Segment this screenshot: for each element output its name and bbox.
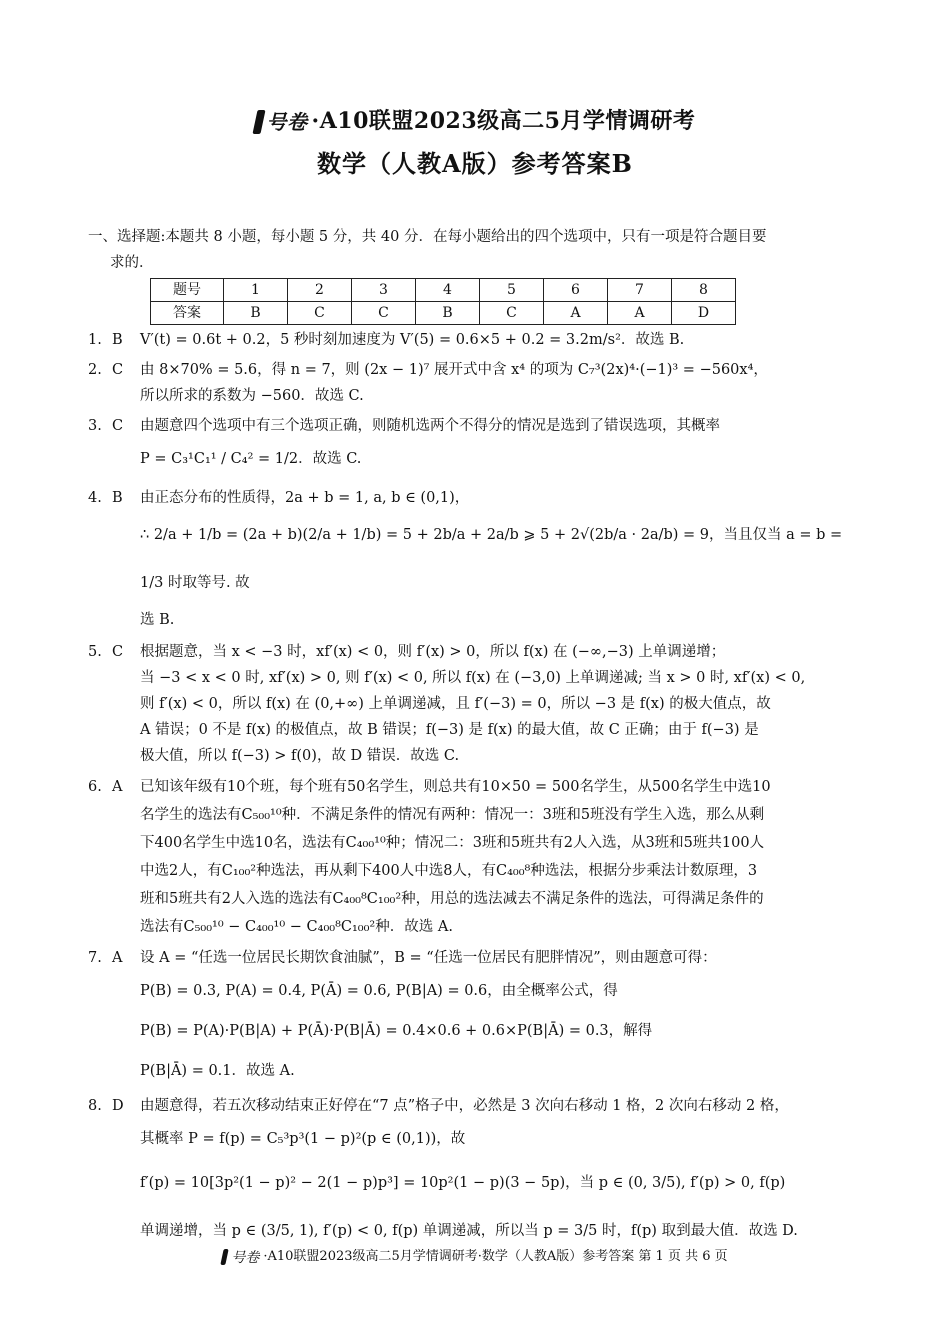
solution-line: P(B) = 0.3, P(A) = 0.4, P(Ā) = 0.6, P(B|A) = 0.6，由全概率公式，得 [140,983,618,999]
table-cell: C [480,302,544,325]
table-cell: A [608,302,672,325]
question-number: 3. [88,418,102,434]
table-cell: 1 [224,279,288,302]
answer-table-answer-row [151,302,736,325]
solution-line: 所以所求的系数为 −560．故选 C. [140,388,364,404]
table-cell: 3 [352,279,416,302]
title-line-1 [0,106,950,137]
table-cell: B [224,302,288,325]
solution-line: 由题意四个选项中有三个选项正确，则随机选两个不得分的情况是选到了错误选项，其概率 [140,418,720,434]
solution-line: P(B|Ā) = 0.1．故选 A. [140,1063,295,1079]
question-number: 2. [88,362,102,378]
section-heading-text: 一、选择题:本题共 8 小题，每小题 5 分，共 40 分．在每小题给出的四个选项中，只有一项是符合题目要 [88,229,767,245]
answer-content [88,224,863,1255]
question-5 [88,639,863,769]
solution-line: P(B) = P(A)·P(B|A) + P(Ā)·P(B|Ā) = 0.4×0.6 + 0.6×P(B|Ā) = 0.3，解得 [140,1023,653,1039]
table-cell: C [352,302,416,325]
answer-table-number-row [151,279,736,302]
solution-line: V′(t) = 0.6t + 0.2，5 秒时刻加速度为 V′(5) = 0.6×5 + 0.2 = 3.2m/s²．故选 B. [140,332,685,348]
table-cell: A [544,302,608,325]
question-2 [88,357,863,409]
question-number: 1. [88,332,102,348]
table-cell: B [416,302,480,325]
question-key: C [112,644,124,660]
title-text-1: ·A10联盟2023级高二5月学情调研考 [311,108,696,134]
solution-line: 已知该年级有10个班，每个班有50名学生，则总共有10×50 = 500名学生，从500名学生中选10 [140,779,771,795]
question-key: D [112,1098,124,1114]
title-line-2: 数学（人教A版）参考答案B [317,149,633,178]
solution-line: 当 −3 < x < 0 时, xf′(x) > 0, 则 f′(x) < 0, 所以 f(x) 在 (−3,0) 上单调递减; 当 x > 0 时, xf′(x) < 0, [140,670,806,686]
question-1 [88,327,863,353]
solution-line: 班和5班共有2人入选的选法有C₄₀₀⁸C₁₀₀²种，用总的选法减去不满足条件的选法，可得满足条件的 [140,891,764,907]
solution-line: 名学生的选法有C₅₀₀¹⁰种．不满足条件的情况有两种：情况一：3班和5班没有学生入选，那么从剩 [140,807,765,823]
brand-logo [255,107,308,137]
footer-brand-text: 号卷 [231,1249,260,1266]
footer-text: ·A10联盟2023级高二5月学情调研考·数学（人教A版）参考答案 第 1 页 共 6 页 [263,1249,728,1264]
question-key: C [112,418,124,434]
section-heading [88,224,863,276]
solution-line: 下400名学生中选10名，选法有C₄₀₀¹⁰种；情况二：3班和5班共有2人入选，从3班和5班共100人 [140,835,765,851]
solution-line: 中选2人，有C₁₀₀²种选法，再从剩下400人中选8人，有C₄₀₀⁸种选法，根据分步乘法计数原理，3 [140,863,758,879]
row-label-answer: 答案 [151,302,224,325]
table-cell: 7 [608,279,672,302]
question-key: B [112,490,123,506]
question-3 [88,413,863,479]
question-key: C [112,362,124,378]
solution-line: 其概率 P = f(p) = C₅³p³(1 − p)²(p ∈ (0,1))，故 [140,1131,466,1147]
brand-mark-icon [252,110,265,134]
brand-mark-icon [221,1249,229,1265]
question-number: 6. [88,779,102,795]
question-key: B [112,332,123,348]
solution-line: 由 8×70% = 5.6，得 n = 7，则 (2x − 1)⁷ 展开式中含 x⁴ 的项为 C₇³(2x)⁴·(−1)³ = −560x⁴， [140,362,768,378]
page-header [0,106,950,181]
solution-line: ∴ 2/a + 1/b = (2a + b)(2/a + 1/b) = 5 + 2b/a + 2a/b ⩾ 5 + 2√(2b/a · 2a/b) = 9，当且仅当 a = b = 1/3 时取等号. 故 [140,527,843,591]
section-heading-cont: 求的． [110,255,154,271]
table-cell: C [288,302,352,325]
question-4 [88,485,863,633]
brand-text: 号卷 [266,110,308,134]
solution-line: 选 B. [140,612,175,628]
solution-line: 单调递增，当 p ∈ (3/5, 1), f′(p) < 0, f(p) 单调递减，所以当 p = 3/5 时，f(p) 取到最大值．故选 D. [140,1223,798,1239]
solution-line: 则 f′(x) < 0，所以 f(x) 在 (0,+∞) 上单调递减，且 f′(−3) = 0，所以 −3 是 f(x) 的极大值点，故 [140,696,771,712]
question-8 [88,1093,863,1255]
answer-table [150,278,736,325]
solution-line: f′(p) = 10[3p²(1 − p)² − 2(1 − p)p³] = 10p²(1 − p)(3 − 5p)，当 p ∈ (0, 3/5), f′(p) > 0, f(p) [140,1175,786,1191]
footer-logo [222,1247,259,1267]
question-7 [88,945,863,1091]
solution-line: 选法有C₅₀₀¹⁰ − C₄₀₀¹⁰ − C₄₀₀⁸C₁₀₀²种．故选 A. [140,919,453,935]
solution-line: 由正态分布的性质得，2a + b = 1, a, b ∈ (0,1)， [140,490,470,506]
table-cell: 2 [288,279,352,302]
solution-line: 由题意得，若五次移动结束正好停在“7 点”格子中，必然是 3 次向右移动 1 格，2 次向右移动 2 格， [140,1098,789,1114]
question-number: 8. [88,1098,102,1114]
solution-line: 设 A = “任选一位居民长期饮食油腻”，B = “任选一位居民有肥胖情况”，则由题意可得： [140,950,717,966]
solution-line: 根据题意，当 x < −3 时，xf′(x) < 0，则 f′(x) > 0，所以 f(x) 在 (−∞,−3) 上单调递增； [140,644,726,660]
question-number: 5. [88,644,102,660]
table-cell: 4 [416,279,480,302]
table-cell: 5 [480,279,544,302]
solution-line: 极大值，所以 f(−3) > f(0)，故 D 错误．故选 C. [140,748,460,764]
solution-line: P = C₃¹C₁¹ / C₄² = 1/2．故选 C. [140,451,362,467]
question-key: A [112,950,123,966]
question-number: 7. [88,950,102,966]
question-key: A [112,779,123,795]
table-cell: D [672,302,736,325]
solution-line: A 错误；0 不是 f(x) 的极值点，故 B 错误；f(−3) 是 f(x) 的最大值，故 C 正确；由于 f(−3) 是 [140,722,759,738]
question-number: 4. [88,490,102,506]
table-cell: 6 [544,279,608,302]
row-label-number: 题号 [151,279,224,302]
table-cell: 8 [672,279,736,302]
page-footer [0,1245,950,1267]
question-6 [88,773,863,941]
